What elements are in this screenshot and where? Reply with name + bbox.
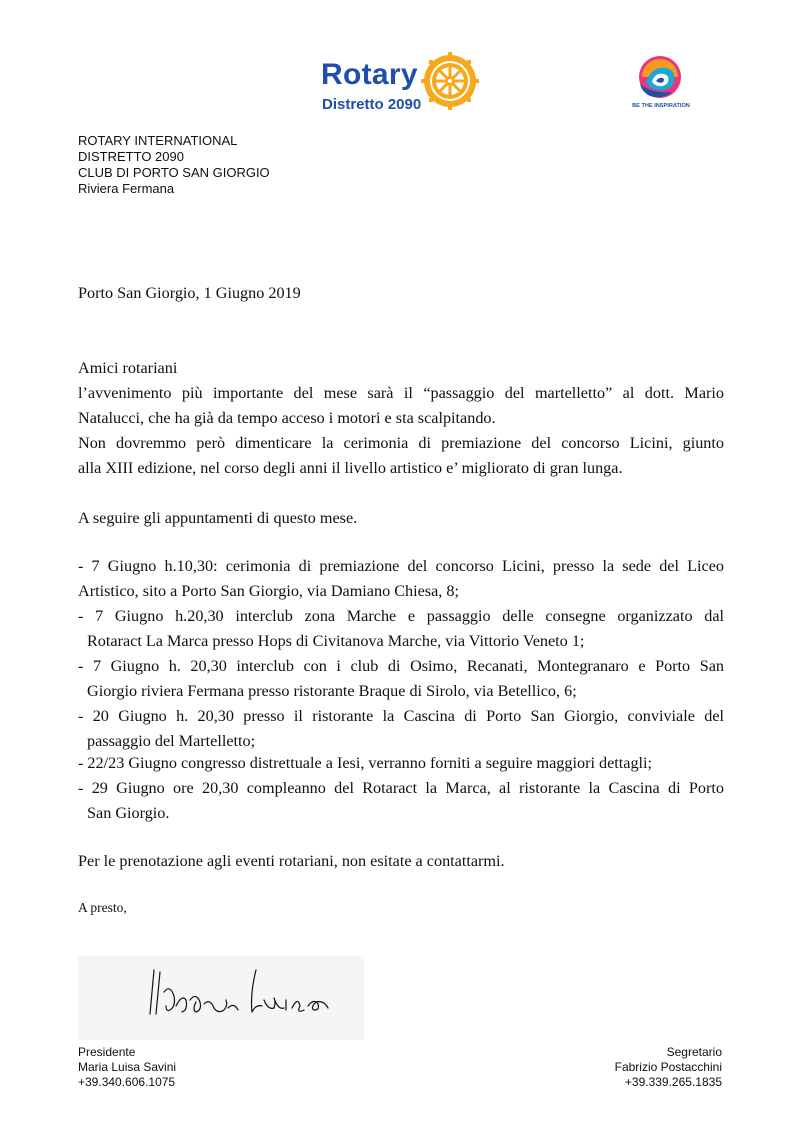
- header-area: Riviera Fermana: [78, 181, 175, 196]
- sign-off: A presto,: [78, 900, 127, 915]
- event-item-line: - 22/23 Giugno congresso distrettuale a Iesi, verranno forniti a seguire maggiori dettagli;: [78, 754, 653, 772]
- event-item-line: - 29 Giugno ore 20,30 compleanno del Rotaract la Marca, al ristorante la Cascina di Porto: [78, 779, 724, 797]
- event-item-line: - 7 Giugno h.10,30: cerimonia di premiazione del concorso Licini, presso la sede del Liceo: [78, 557, 724, 575]
- president-phone: +39.340.606.1075: [78, 1075, 176, 1089]
- event-item-line: Rotaract La Marca presso Hops di Civitanova Marche, via Vittorio Veneto 1;: [87, 632, 585, 650]
- secretary-name: Fabrizio Postacchini: [614, 1060, 722, 1074]
- events-intro: A seguire gli appuntamenti di questo mese.: [78, 509, 358, 527]
- signature-text: Maria Luise: [78, 956, 83, 957]
- paragraph-2-line: alla XIII edizione, nel corso degli anni il livello artistico e’ migliorato di gran lunga.: [78, 459, 623, 477]
- event-item-line: Giorgio riviera Fermana presso ristorante Braque di Sirolo, via Betellico, 6;: [87, 682, 577, 700]
- rotary-district-label: Distretto 2090: [322, 96, 422, 113]
- paragraph-2-line: Non dovremmo però dimenticare la cerimonia di premiazione del concorso Licini, giunto: [78, 434, 724, 452]
- secretary-role: Segretario: [666, 1045, 722, 1059]
- header-org: ROTARY INTERNATIONAL: [78, 133, 238, 148]
- rotary-wheel-icon: [421, 52, 479, 110]
- event-item-line: Artistico, sito a Porto San Giorgio, via Damiano Chiesa, 8;: [78, 582, 459, 600]
- header-club: CLUB DI PORTO SAN GIORGIO: [78, 165, 270, 180]
- event-item-line: San Giorgio.: [87, 804, 170, 822]
- letter-greeting: Amici rotariani: [78, 359, 178, 377]
- inspiration-caption: BE THE INSPIRATION: [632, 103, 690, 109]
- event-item-line: passaggio del Martelletto;: [87, 732, 256, 750]
- handwritten-signature: [78, 956, 364, 1040]
- president-name: Maria Luisa Savini: [78, 1060, 177, 1074]
- president-role: Presidente: [78, 1045, 136, 1059]
- be-the-inspiration-logo-icon: [632, 54, 688, 100]
- rotary-logo-wordmark: Rotary: [321, 58, 418, 91]
- event-item-line: - 20 Giugno h. 20,30 presso il ristorante la Cascina di Porto San Giorgio, conviviale del: [78, 707, 724, 725]
- paragraph-1-line: Natalucci, che ha già da tempo acceso i motori e sta scalpitando.: [78, 409, 496, 427]
- paragraph-1-line: l’avvenimento più importante del mese sarà il “passaggio del martelletto” al dott. Mario: [78, 384, 724, 402]
- event-item-line: - 7 Giugno h.20,30 interclub zona Marche e passaggio delle consegne organizzato dal: [78, 607, 724, 625]
- event-item-line: - 7 Giugno h. 20,30 interclub con i club di Osimo, Recanati, Montegranaro e Porto San: [78, 657, 724, 675]
- secretary-phone: +39.339.265.1835: [624, 1075, 722, 1089]
- closing-line: Per le prenotazione agli eventi rotariani, non esitate a contattarmi.: [78, 852, 505, 870]
- letter-date: Porto San Giorgio, 1 Giugno 2019: [78, 284, 301, 302]
- header-district: DISTRETTO 2090: [78, 149, 184, 164]
